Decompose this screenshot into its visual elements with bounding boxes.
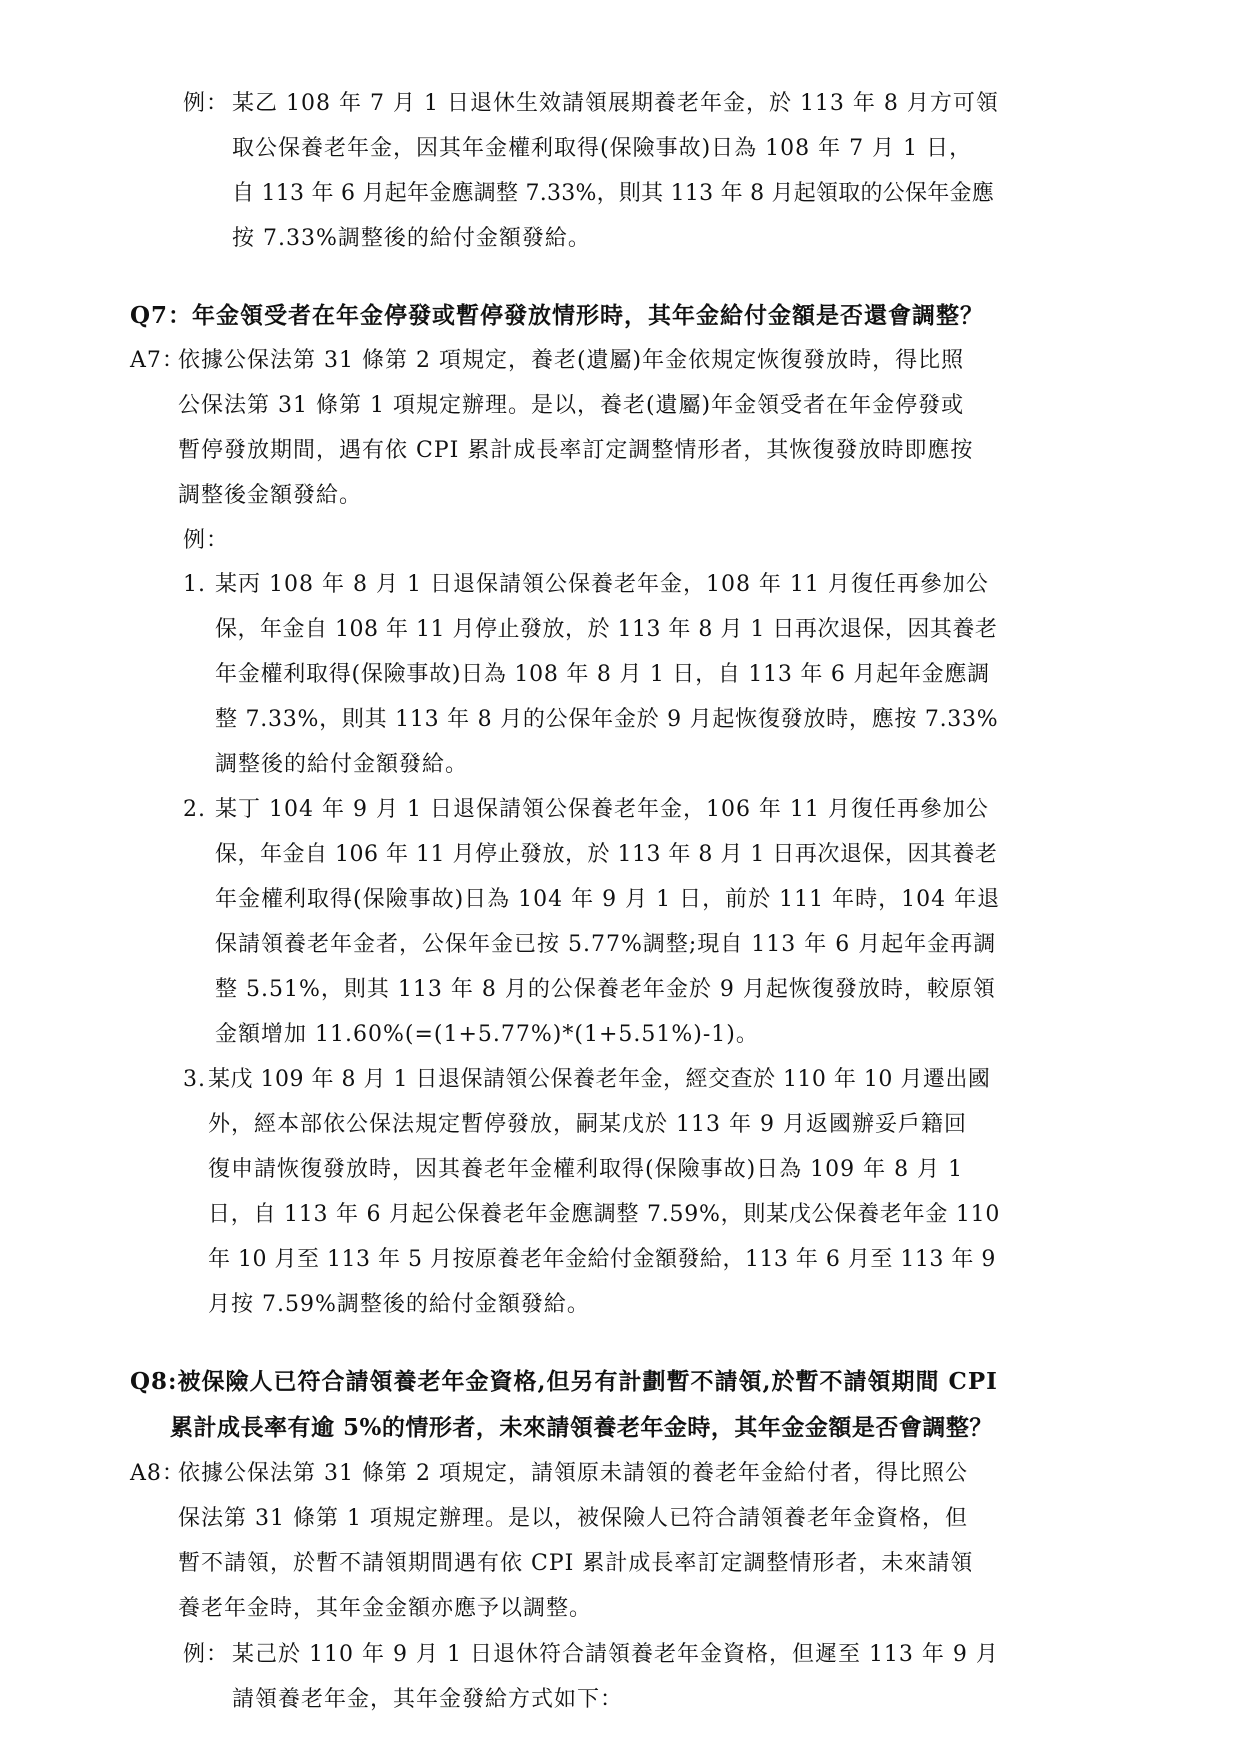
question-q8: Q8:被保險人已符合請領養老年金資格,但另有計劃暫不請領,於暫不請領期間 CPI (130, 1368, 998, 1395)
example-line: 整 5.51%，則其 113 年 8 月的公保養老年金於 9 月起恢復發放時，較原領 (215, 977, 996, 1002)
example-line: 請領養老年金，其年金發給方式如下： (232, 1687, 624, 1712)
example-line: 整 7.33%，則其 113 年 8 月的公保年金於 9 月起恢復發放時，應按 7.33% (215, 707, 999, 732)
example-line: 金額增加 11.60%(=(1+5.77%)*(1+5.51%)-1)。 (215, 1022, 759, 1047)
example-line: 年 10 月至 113 年 5 月按原養老年金給付金額發給，113 年 6 月至 113 年 9 (208, 1247, 996, 1272)
example-line: 外，經本部依公保法規定暫停發放，嗣某戊於 113 年 9 月返國辦妥戶籍回 (208, 1112, 967, 1137)
answer-label-a8: A8： (130, 1461, 185, 1486)
example-number: 1. (183, 572, 206, 597)
example-line: 年金權利取得(保險事故)日為 108 年 8 月 1 日，自 113 年 6 月起年金應調 (215, 662, 990, 687)
answer-line: 暫停發放期間，遇有依 CPI 累計成長率訂定調整情形者，其恢復發放時即應按 (178, 438, 974, 463)
example-line: 保，年金自 106 年 11 月停止發放，於 113 年 8 月 1 日再次退保，因其養老 (215, 842, 998, 867)
example-number: 2. (183, 797, 206, 822)
example-line: 調整後的給付金額發給。 (215, 752, 469, 777)
question-q8-continued: 累計成長率有逾 5%的情形者，未來請領養老年金時，其年金金額是否會調整？ (170, 1414, 993, 1441)
answer-line: 依據公保法第 31 條第 2 項規定，養老(遺屬)年金依規定恢復發放時，得比照 (178, 348, 965, 373)
example-line: 某乙 108 年 7 月 1 日退休生效請領展期養老年金，於 113 年 8 月方可領 (232, 91, 999, 116)
example-line: 某丁 104 年 9 月 1 日退保請領公保養老年金，106 年 11 月復任再參加公 (215, 797, 989, 822)
example-line: 某丙 108 年 8 月 1 日退保請領公保養老年金，108 年 11 月復任再參加公 (215, 572, 989, 597)
answer-line: 公保法第 31 條第 1 項規定辦理。是以，養老(遺屬)年金領受者在年金停發或 (178, 393, 965, 418)
example-line: 復申請恢復發放時，因其養老年金權利取得(保險事故)日為 109 年 8 月 1 (208, 1157, 964, 1182)
example-line: 自 113 年 6 月起年金應調整 7.33%，則其 113 年 8 月起領取的公保年金應 (232, 181, 995, 206)
example-line: 年金權利取得(保險事故)日為 104 年 9 月 1 日，前於 111 年時，104 年退 (215, 887, 1001, 912)
example-line: 某己於 110 年 9 月 1 日退休符合請領養老年金資格，但遲至 113 年 9 月 (232, 1642, 999, 1667)
example-label: 例： (183, 91, 230, 116)
answer-label-a7: A7： (130, 348, 185, 373)
example-line: 取公保養老年金，因其年金權利取得(保險事故)日為 108 年 7 月 1 日， (232, 136, 973, 161)
example-number: 3. (183, 1067, 206, 1092)
examples-label: 例： (183, 528, 230, 553)
example-line: 月按 7.59%調整後的給付金額發給。 (208, 1292, 590, 1317)
example-line: 某戊 109 年 8 月 1 日退保請領公保養老年金，經交查於 110 年 10 月遷出國 (208, 1067, 991, 1092)
example-line: 按 7.33%調整後的給付金額發給。 (232, 226, 591, 251)
answer-line: 依據公保法第 31 條第 2 項規定，請領原未請領的養老年金給付者，得比照公 (178, 1461, 968, 1486)
example-line: 保，年金自 108 年 11 月停止發放，於 113 年 8 月 1 日再次退保，因其養老 (215, 617, 998, 642)
question-q7: Q7：年金領受者在年金停發或暫停發放情形時，其年金給付金額是否還會調整？ (130, 302, 985, 329)
example-line: 日，自 113 年 6 月起公保養老年金應調整 7.59%，則某戊公保養老年金 110 (208, 1202, 1001, 1227)
example-line: 保請領養老年金者，公保年金已按 5.77%調整;現自 113 年 6 月起年金再調 (215, 932, 997, 957)
example-label: 例： (183, 1642, 230, 1667)
answer-line: 保法第 31 條第 1 項規定辦理。是以，被保險人已符合請領養老年金資格，但 (178, 1506, 968, 1531)
answer-line: 暫不請領，於暫不請領期間遇有依 CPI 累計成長率訂定調整情形者，未來請領 (178, 1551, 974, 1576)
answer-line: 養老年金時，其年金金額亦應予以調整。 (178, 1596, 593, 1621)
answer-line: 調整後金額發給。 (178, 483, 363, 508)
